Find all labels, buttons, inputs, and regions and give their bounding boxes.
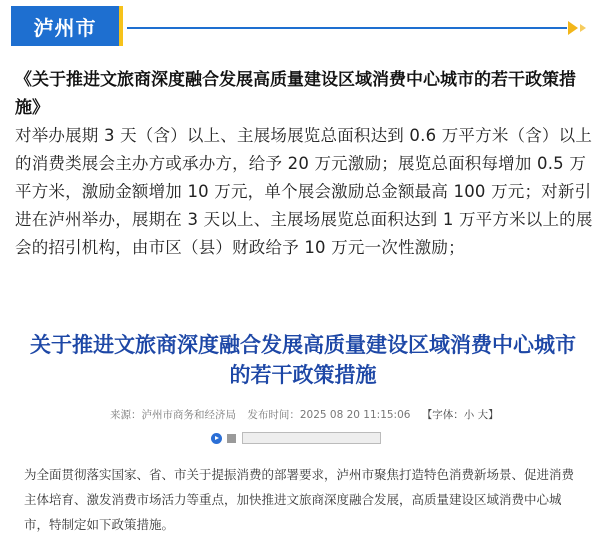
stop-icon[interactable]: [227, 434, 236, 443]
play-icon[interactable]: [211, 433, 222, 444]
header-divider: [127, 27, 567, 29]
audio-progress-bar[interactable]: [242, 432, 381, 444]
publish-time: 发布时间：2025 08 20 11:15:06: [247, 409, 411, 421]
section-header: [0, 0, 605, 52]
arrow-small-icon: [580, 24, 586, 32]
source-label: 来源：泸州市商务和经济局: [110, 409, 236, 421]
screenshot-paragraph: 为全面贯彻落实国家、省、市关于提振消费的部署要求，泸州市聚焦打造特色消费新场景、促进消费主体培育、激发消费市场活力等重点，加快推进文旅商深度融合发展，高质量建设区域消费中心城市，特制定如下政策措施。: [24, 467, 575, 532]
region-tag: 泸州市: [11, 6, 123, 46]
audio-player: [211, 430, 381, 446]
embedded-screenshot: [8, 312, 597, 541]
article: [15, 66, 595, 262]
screenshot-title: 关于推进文旅商深度融合发展高质量建设区域消费中心城市的若干政策措施: [30, 333, 576, 387]
arrow-icon: [568, 21, 578, 35]
font-size-control[interactable]: 【字体：小 大】: [421, 409, 499, 421]
article-body: 对举办展期 3 天（含）以上、主展场展览总面积达到 0.6 万平方米（含）以上的消费类展会主办方或承办方，给予 20 万元激励；展览总面积每增加 0.5 万平方米，激励金额增加 10 万元，单个展会激励总金额最高 100 万元；对新引进在泸州举办，展期在 3 天以上、主展场展览总面积达到 1 万平方米以上的展会的招引机构，由市区（县）财政给予 10 万元一次性激励；: [15, 126, 593, 257]
article-title: 《关于推进文旅商深度融合发展高质量建设区域消费中心城市的若干政策措施》: [15, 70, 576, 118]
screenshot-meta: [110, 407, 507, 422]
